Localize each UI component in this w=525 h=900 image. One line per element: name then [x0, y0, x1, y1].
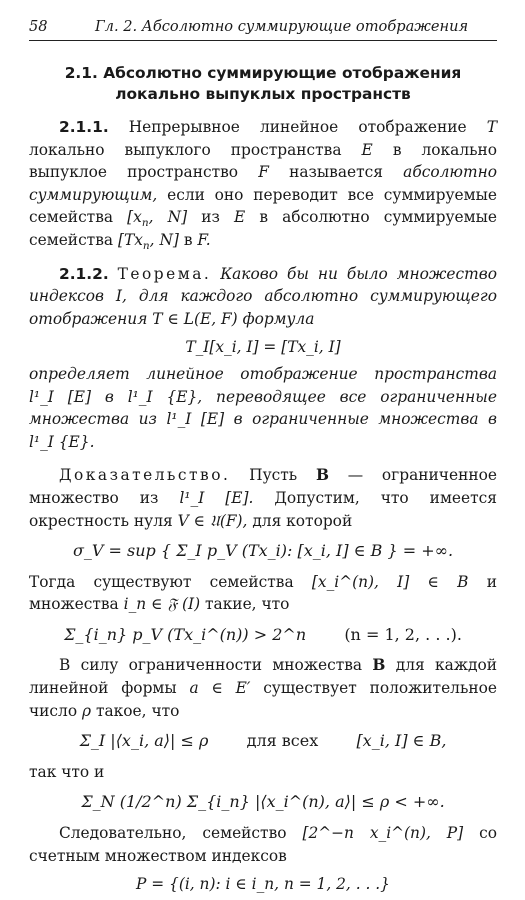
text: — ограниченное множество из: [29, 466, 497, 507]
formula-bound: [29, 730, 497, 753]
text: для каждой линейной формы: [29, 656, 497, 698]
proof-paragraph-4: [29, 761, 497, 784]
proof-label: Доказательство.: [59, 466, 231, 485]
math-symbol: E: [233, 208, 246, 227]
formula-bound-mid: для всех: [246, 731, 319, 751]
math-symbol: F: [258, 163, 269, 182]
text: такое, что: [95, 701, 180, 720]
text: для каждого абсолютно суммирующего отображения: [29, 287, 497, 328]
proof-paragraph-2: [29, 571, 497, 616]
text: и множества: [29, 572, 497, 614]
math-family: [$x_n$, N]: [127, 208, 188, 230]
math-space: l¹_I [E]: [29, 387, 91, 406]
text: со счетным множеством индексов: [29, 824, 497, 865]
math-inline: i_n ∈ 𝔉 (I): [123, 595, 201, 614]
math-inline: a ∈ E′: [189, 679, 251, 698]
text: Следовательно, семейство: [59, 824, 287, 843]
book-page: [29, 18, 497, 900]
formula-P-definition-text: P = {(i, n): i ∈ i_n, n = 1, 2, . . .}: [136, 875, 390, 894]
math-symbol: B: [372, 656, 386, 675]
formula-double-sum-text: Σ_N (1/2^n) Σ_{i_n} |⟨x_i^(n), a⟩| ≤ ρ < +∞.: [81, 792, 445, 812]
paragraph-2-1-1: [29, 116, 497, 252]
text: существует положительное число: [29, 679, 497, 720]
proof-paragraph: [29, 464, 497, 532]
paragraph-number: 2.1.1.: [59, 118, 109, 136]
text: Непрерывное линейное отображение: [128, 118, 467, 136]
math-inline: [x_i^(n), I] ∈ B: [311, 572, 469, 591]
math-symbol: B: [315, 466, 329, 485]
math-symbol: E: [361, 140, 373, 159]
text: такие, что: [205, 595, 290, 614]
text: для которой: [252, 511, 353, 530]
text: в абсолютно суммируемые семейства: [29, 208, 497, 249]
math-symbol: T: [486, 118, 497, 136]
section-title: Абсолютно суммирующие отображения локально выпуклых пространств: [103, 64, 462, 103]
formula-inequality: [29, 624, 497, 647]
chapter-running-title: Гл. 2. Абсолютно суммирующие отображения: [95, 18, 469, 35]
math-family: [$Tx_n$, N]: [117, 230, 179, 253]
text: переводящее все ограниченные множества из: [29, 387, 497, 429]
text: Тогда существуют семейства: [29, 572, 294, 591]
text: в ограниченные множества в: [233, 410, 497, 429]
text: называется: [289, 163, 383, 182]
theorem-label: Теорема.: [117, 264, 212, 283]
formula-T-I: [29, 336, 497, 359]
proof-paragraph-5: [29, 822, 497, 867]
theorem-2-1-2-continued: [29, 363, 497, 453]
math-space: l¹_I [E]: [166, 410, 225, 429]
text: Пусть: [249, 466, 298, 485]
text: определяет линейное отображение пространства: [29, 364, 497, 383]
formula-sigma-V-text: σ_V = sup { Σ_I p_V (Tx_i): [x_i, I] ∈ B } = +∞.: [72, 541, 454, 561]
math-space: l¹_I [E].: [179, 488, 254, 507]
text: Каково бы ни было множество индексов: [29, 264, 497, 306]
theorem-2-1-2: [29, 263, 497, 331]
running-head: [29, 18, 497, 41]
formula-bound-text: Σ_I |⟨x_i, a⟩| ≤ ρ: [79, 731, 209, 751]
formula-double-sum: [29, 791, 497, 814]
math-symbol: ρ: [82, 701, 92, 720]
text: локально выпуклого пространства: [29, 140, 342, 159]
math-symbol: F.: [197, 230, 211, 249]
section-number: 2.1.: [64, 64, 98, 82]
math-symbol: I,: [115, 287, 127, 306]
page-number: 58: [29, 18, 48, 35]
math-inline: [2^−n x_i^(n), P]: [302, 824, 464, 843]
formula-bound-end: [x_i, I] ∈ B,: [356, 731, 447, 751]
section-heading: [29, 63, 497, 105]
formula-inequality-text: Σ_{i_n} p_V (Tx_i^(n)) > 2^n: [64, 624, 307, 644]
formula-P-definition: [29, 873, 497, 896]
proof-paragraph-3: [29, 654, 497, 722]
math-space: l¹_I {E}.: [29, 432, 95, 451]
text: В силу ограниченности множества: [59, 656, 363, 675]
text: в локально выпуклое пространство: [29, 140, 497, 182]
paragraph-number: 2.1.2.: [59, 264, 109, 283]
formula-sigma-V: [29, 540, 497, 563]
formula-inequality-range: (n = 1, 2, . . .).: [344, 624, 462, 644]
text: формула: [242, 309, 315, 328]
text: если оно переводит все суммируемые семейства: [29, 185, 497, 227]
text: Допустим, что имеется окрестность нуля: [29, 488, 497, 530]
text: так что и: [29, 762, 105, 781]
formula-T-I-text: T_I[x_i, I] = [Tx_i, I]: [185, 338, 341, 357]
math-inline: T ∈ L(E, F): [152, 309, 238, 328]
text: из: [201, 208, 220, 227]
text: в: [183, 230, 193, 249]
math-inline: V ∈ 𝔘(F),: [177, 511, 248, 530]
text: в: [104, 387, 114, 406]
math-space: l¹_I {E},: [127, 387, 203, 406]
defined-term: абсолютно суммирующим,: [29, 163, 497, 204]
